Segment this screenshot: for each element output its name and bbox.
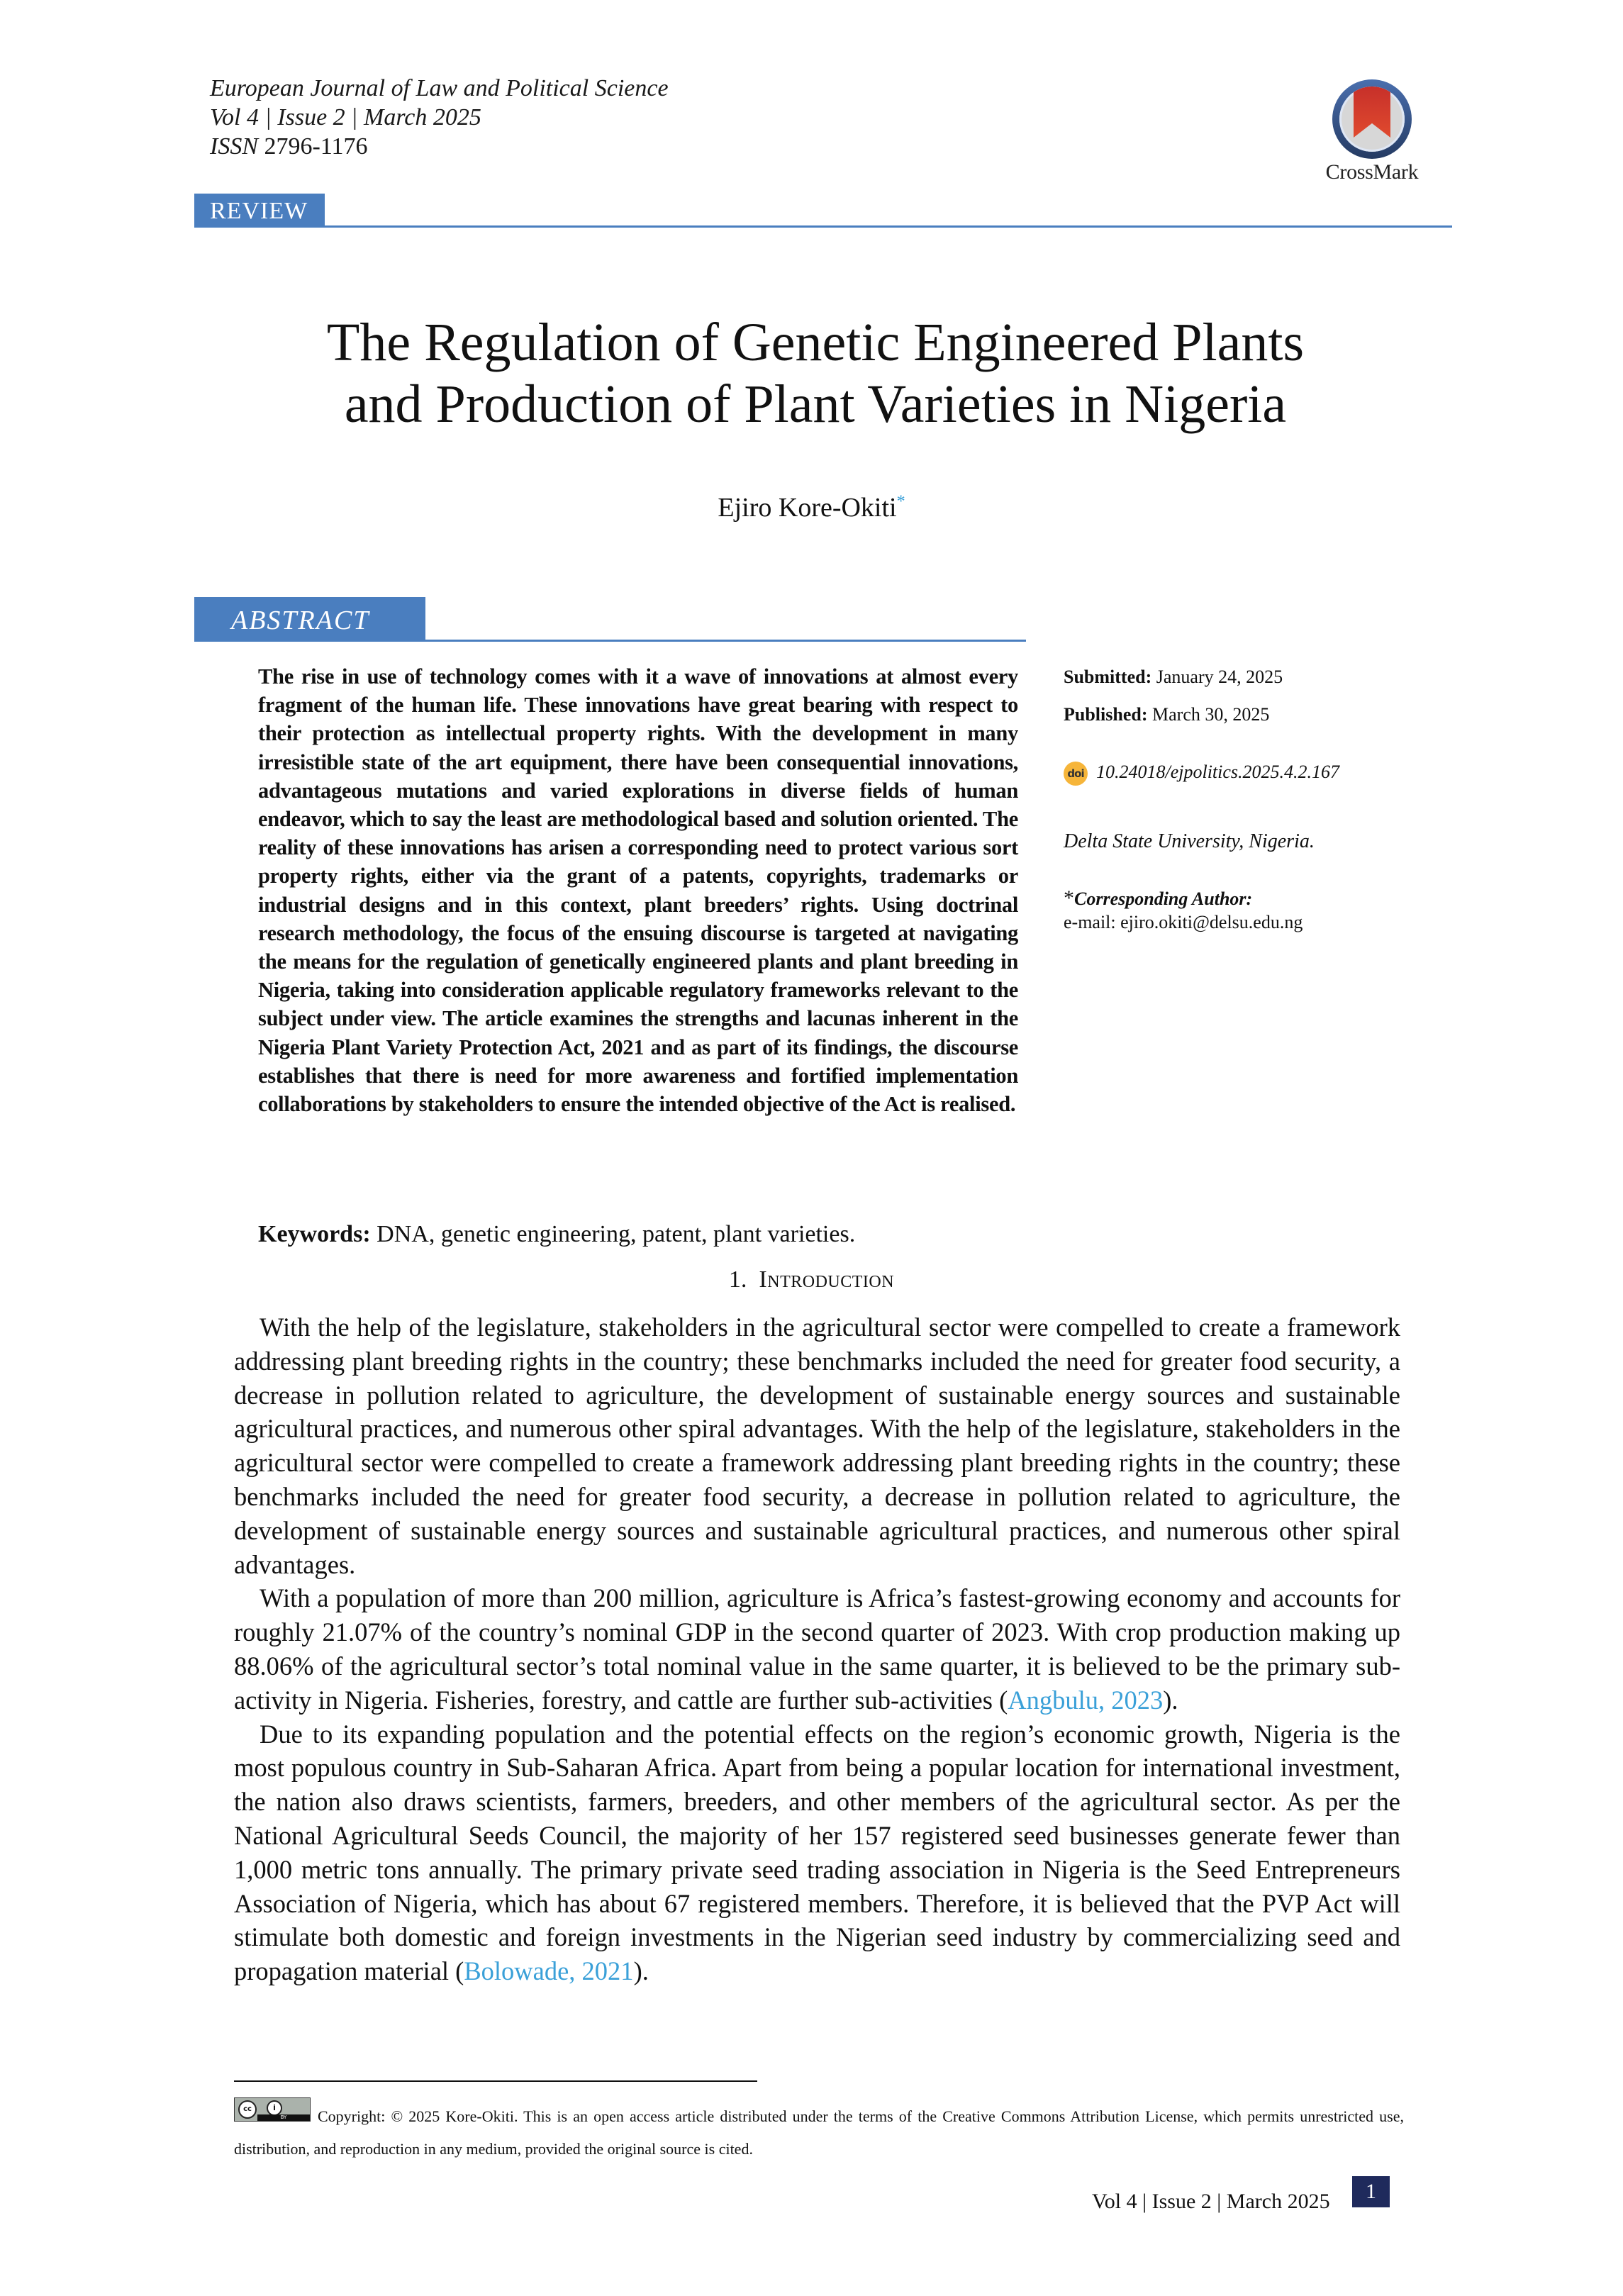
email-info [1064,912,1303,933]
crossmark-badge[interactable] [1319,79,1425,186]
abstract-text: The rise in use of technology comes with it a wave of innovations at almost every fragment of the human life. These innovations have great bearing with respect to their protection as intellectual property rights. With the development in many irresistible state of the art equipment, there have been consequential innovations, advantageous mutations and varied explorations in diverse fields of human endeavor, which to say the least are methodological based and solution oriented. The reality of these innovations has arisen a corresponding need to protect various sort property rights, either via the grant of a patents, copyrights, trademarks or industrial designs and in this context, plant breeders’ rights. Using doctrinal research methodology, the focus of the ensuing discourse is targeted at navigating the means for the regulation of genetically engineered plants and plant breeding in Nigeria, taking into consideration applicable regulatory frameworks relevant to the subject under view. The article examines the strengths and lacunas inherent in the Nigeria Plant Variety Protection Act, 2021 and as part of its findings, the discourse establishes that there is need for more awareness and fortified implementation collaborations by stakeholders to ensure the intended objective of the Act is realised. [258,664,1018,1117]
cc-icon: cc [238,2100,257,2119]
title-line-1: The Regulation of Genetic Engineered Plants [326,313,1305,372]
paragraph-2: With a population of more than 200 million, agriculture is Africa’s fastest-growing economy and accounts for roughly 21.07% of the country’s nominal GDP in the second quarter of 2023. With crop production making up 88.06% of the agricultural sector’s total nominal value in the same quarter, it is believed to be the primary sub-activity in Nigeria. Fisheries, forestry, and cattle are further sub-activities (Angbulu, 2023). [234,1583,1400,1715]
section-number: 1. [728,1266,747,1293]
keywords [258,1221,855,1248]
doi-info [1064,762,1339,786]
keywords-values: DNA, genetic engineering, patent, plant varieties. [377,1221,856,1247]
journal-name: European Journal of Law and Political Science [210,75,669,101]
footer-issue: Vol 4 | Issue 2 | March 2025 [1092,2190,1330,2213]
corresponding-asterisk[interactable]: * [896,492,905,511]
corresponding-asterisk-icon: * [1064,886,1074,910]
submitted-info [1064,667,1283,688]
issn-number: 2796-1176 [264,133,368,160]
crossmark-label: CrossMark [1325,160,1419,184]
submitted-label: Submitted: [1064,667,1152,687]
journal-issn [210,132,669,161]
article-title [199,312,1432,435]
abstract-divider [425,640,1026,642]
copyright-footnote [234,2100,1404,2166]
corresponding-author [1064,886,1252,910]
journal-header [210,74,669,161]
footnote-divider [234,2080,757,2082]
email-link[interactable]: ejiro.okiti@delsu.edu.ng [1120,912,1303,932]
abstract-heading: ABSTRACT [194,597,425,642]
title-line-2: and Production of Plant Varieties in Nigeria [344,374,1287,434]
header-divider [194,225,1452,228]
journal-issue: Vol 4 | Issue 2 | March 2025 [210,104,481,130]
doi-link[interactable]: 10.24018/ejpolitics.2025.4.2.167 [1096,762,1340,782]
article-type-label: REVIEW [194,194,325,228]
affiliation: Delta State University, Nigeria. [1064,830,1315,852]
citation-angbulu[interactable]: Angbulu, 2023 [1008,1685,1164,1715]
submitted-date: January 24, 2025 [1156,667,1283,687]
doi-icon: doi [1064,762,1088,786]
published-date: March 30, 2025 [1152,704,1270,725]
author-line [0,492,1623,523]
keywords-label: Keywords: [258,1221,371,1247]
section-title: Introduction [759,1266,895,1293]
citation-bolowade[interactable]: Bolowade, 2021 [464,1956,634,1986]
issn-label: ISSN [210,133,258,160]
copyright-text: Copyright: © 2025 Kore-Okiti. This is an open access article distributed under the terms of the Creative Commons Attribution License, which permits unrestricted use, distribution, and reproduction in any medium, provided the original source is cited. [234,2107,1404,2158]
crossmark-icon [1332,79,1412,159]
page-number: 1 [1352,2176,1390,2207]
body-text [234,1310,1400,1988]
section-heading [0,1266,1623,1293]
author-name: Ejiro Kore-Okiti [718,493,897,523]
published-info [1064,704,1269,725]
paragraph-3: Due to its expanding population and the potential effects on the region’s economic growth, Nigeria is the most populous country in Sub-Saharan Africa. Apart from being a popular location for international investment, the nation also draws scientists, farmers, breeders, and other members of the agricultural sector. As per the National Agricultural Seeds Council, the majority of her 157 registered seed businesses generate fewer than 1,000 metric tons annually. The primary private seed trading association in Nigeria is the Seed Entrepreneurs Association of Nigeria, which has about 67 registered members. Therefore, it is believed that the PVP Act will stimulate both domestic and foreign investments in the Nigerian seed industry by commercializing seed and propagation material (Bolowade, 2021). [234,1719,1400,1986]
published-label: Published: [1064,704,1148,725]
paragraph-1: With the help of the legislature, stakeholders in the agricultural sector were compelled to create a framework addressing plant breeding rights in the country; these benchmarks included the need for greater food security, a decrease in pollution related to agriculture, the development of sustainable energy sources and sustainable agricultural practices, and numerous other spiral advantages. With the help of the legislature, stakeholders in the agricultural sector were compelled to create a framework addressing plant breeding rights in the country; these benchmarks included the need for greater food security, a decrease in pollution related to agriculture, the development of sustainable energy sources and sustainable agricultural practices, and numerous other spiral advantages. [234,1313,1400,1579]
by-label: BY [257,2114,310,2121]
corresponding-label: Corresponding Author: [1074,888,1253,909]
person-icon: i [267,2100,282,2116]
email-label: e-mail: [1064,912,1116,932]
